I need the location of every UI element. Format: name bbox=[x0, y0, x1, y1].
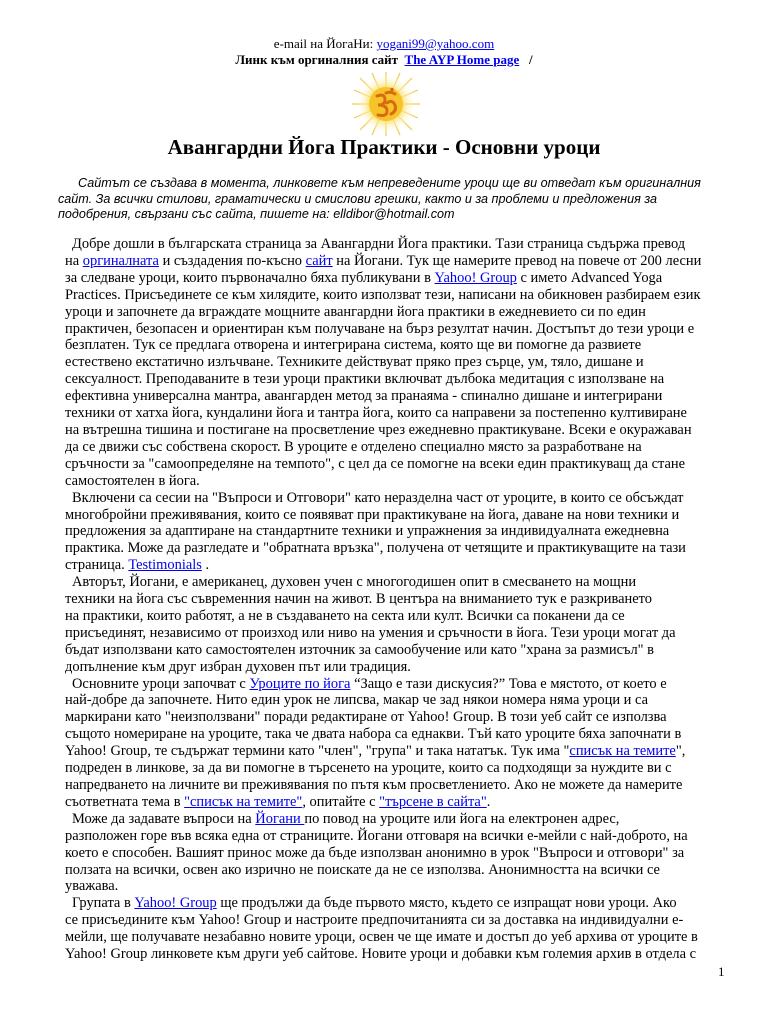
text-line: маркирани като "неизползвани" поради редактиране от Yahoo! Group. В този уеб сайт се използва bbox=[65, 709, 667, 726]
intro-paragraph bbox=[58, 236, 756, 490]
om-sun-icon bbox=[346, 72, 426, 136]
text-line bbox=[58, 794, 756, 811]
text-line: техники на йога със съвременния начин на живот. В центъра на вниманието тук е разкриването bbox=[65, 591, 653, 608]
original-link[interactable]: оргиналната bbox=[82, 252, 159, 269]
notice-line: Сайтът се създава в момента, линковете към непреведените уроци ще ви отведат към оригиналния bbox=[78, 176, 701, 190]
text-line: самостоятелен в йога. bbox=[65, 472, 200, 489]
text-line: сексуалност. Преподаваните в тези уроци практики включват дълбока медитация с използване на bbox=[65, 371, 665, 388]
text-run: Основните уроци започват с bbox=[72, 675, 250, 692]
yahoo-group-paragraph bbox=[58, 895, 756, 963]
text-line: допълнение към друг избран духовен път или традиция. bbox=[65, 658, 411, 675]
text-line: Включени са сесии на "Въпроси и Отговори" като неразделна част от уроците, в които се обсъждат bbox=[72, 489, 684, 506]
site-search-link[interactable]: "търсене в сайта" bbox=[379, 793, 487, 810]
text-run: и създадения по-късно bbox=[158, 252, 306, 269]
text-line: Practices. Присъединете се към хилядите, които използват тези, написани на обикновен разбираем език bbox=[65, 286, 701, 303]
text-line: да се движи със собствена скорост. В уроците е отделено специално място за разработване на bbox=[65, 438, 642, 455]
text-line: същото номериране на уроците, така че двата набора са еднакви. Тъй като уроците бяха започнати в bbox=[65, 726, 682, 743]
text-line: Добре дошли в българската страница за Авангардни Йога практики. Тази страница съдържа превод bbox=[72, 236, 686, 252]
text-line: Yahoo! Group линковете към други уеб сайтове. Новите уроци и добавки към големия архив в отдела с bbox=[65, 946, 697, 963]
email-label: e-mail на ЙогаНи: bbox=[273, 36, 374, 51]
text-run: по повод на уроците или йога на електронен адрес, bbox=[304, 810, 620, 827]
questions-paragraph bbox=[58, 811, 756, 896]
text-line: разположен горе във всяка една от страниците. Йогани отговаря на всички е-мейли с най-доброто, на bbox=[65, 827, 688, 844]
text-run: с името Advanced Yoga bbox=[516, 269, 663, 286]
text-line: уважава. bbox=[65, 878, 119, 895]
text-line: Авторът, Йогани, е американец, духовен учен с многогодишен опит в смесването на мощни bbox=[72, 574, 637, 591]
text-line: мейли, ще получавате незабавно новите уроци, освен че ще имате и достъп до уеб архива от уроците в bbox=[65, 929, 698, 946]
topic-index-link[interactable]: списък на темите bbox=[569, 743, 676, 760]
text-run: , опитайте с bbox=[302, 793, 380, 810]
author-paragraph bbox=[58, 574, 756, 675]
text-run: на bbox=[65, 252, 83, 269]
text-run: съответната тема в bbox=[65, 793, 185, 810]
text-run: ", bbox=[675, 743, 686, 760]
yogani-link[interactable]: Йогани bbox=[255, 810, 305, 827]
qa-paragraph bbox=[58, 490, 756, 575]
text-line bbox=[58, 253, 756, 270]
email-link[interactable]: yogani99@yahoo.com bbox=[376, 36, 495, 51]
notice-line: сайт. За всички стилови, граматически и смислови грешки, както и за проблеми и предложения за bbox=[58, 191, 658, 206]
text-line: напредването на личните ви преживявания по пътя към просветлението. Ако не можете да намерите bbox=[65, 777, 683, 793]
page-title: Авангардни Йога Практики - Основни уроци bbox=[167, 135, 601, 159]
topic-index-link[interactable]: "списък на темите" bbox=[184, 793, 303, 810]
original-site-label: Линк към оргиналния сайт bbox=[235, 52, 399, 67]
ayp-home-link[interactable]: The AYP Home page bbox=[404, 52, 520, 67]
yoga-lessons-link[interactable]: Уроците по йога bbox=[249, 675, 351, 692]
lessons-paragraph bbox=[58, 676, 756, 811]
text-run: Групата в bbox=[72, 895, 135, 912]
text-line: многобройни преживявания, които се появяват при практикуване на йога, даване на нови техники и bbox=[65, 506, 680, 523]
site-link[interactable]: сайт bbox=[305, 252, 333, 269]
text-run: Може да задавате въпроси на bbox=[72, 810, 256, 827]
page-header bbox=[0, 36, 768, 68]
text-run: “Защо е тази дискусия?” Това е мястото, от което е bbox=[350, 675, 667, 692]
testimonials-link[interactable]: Testimonials bbox=[128, 557, 202, 574]
text-line: най-добре да започнете. Нито един урок не липсва, макар че зад някои номера няма уроци и са bbox=[65, 692, 649, 709]
text-run: страница. bbox=[65, 557, 129, 574]
text-line: присъединят, независимо от произход или ниво на умения и сръчности в йога. Тези уроци могат да bbox=[65, 624, 676, 641]
text-run: . bbox=[486, 793, 491, 810]
text-line: уроци и започнете да вграждате мощните авангардни йога практики в ежедневието си по един bbox=[65, 303, 646, 320]
text-line: ефективна универсална мантра, авангарден метод за пранаяма - спинално дишане и интегрирани bbox=[65, 388, 663, 405]
notice-line: подобрения, свързани със сайта, пишете на: elldibor@hotmail.com bbox=[58, 207, 455, 221]
text-line bbox=[58, 895, 756, 912]
text-run: на Йогани. Тук ще намерите превод на повече от 200 лесни bbox=[332, 252, 702, 269]
text-line: бъдат използвани като самостоятелен източник за самообучение или като "храна за размисъл" в bbox=[65, 641, 655, 658]
text-run: Yahoo! Group, те съдържат термини като "член", "група" и така нататък. Тук има " bbox=[65, 743, 570, 760]
email-line bbox=[0, 36, 768, 52]
main-content bbox=[58, 236, 756, 963]
text-line: на вътрешна тишина и постигане на просветление чрез ежедневно практикуване. Всеки е окуражаван bbox=[65, 421, 692, 438]
text-line bbox=[58, 743, 756, 760]
om-sun-logo bbox=[346, 72, 426, 136]
text-line: естествено екстатично излъчване. Техниките действуват пряко през сърце, ум, тяло, дишане и bbox=[65, 354, 644, 371]
text-line: сръчности за "самоопределяне на темпото", с цел да се помогне на всеки един практикуващ да стане bbox=[65, 455, 686, 472]
yahoo-group-link[interactable]: Yahoo! Group bbox=[434, 269, 517, 286]
site-notice bbox=[58, 176, 758, 223]
text-line bbox=[58, 811, 756, 828]
original-site-line bbox=[0, 52, 768, 68]
text-line: което е способен. Вашият принос може да бъде използван анонимно в урок "Въпроси и отговори" за bbox=[65, 844, 685, 861]
text-run: . bbox=[201, 557, 210, 574]
text-line bbox=[58, 676, 756, 693]
text-line bbox=[58, 557, 756, 574]
text-line: техники от хатха йога, кундалини йога и тантра йога, които са направени за постепенно култивиране bbox=[65, 405, 687, 422]
text-line bbox=[58, 270, 756, 287]
text-run: ще продължи да бъде първото място, където се изпращат нови уроци. Ако bbox=[216, 895, 677, 912]
text-line: се присъедините към Yahoo! Group и настроите предпочитанията си за доставка на индивидуални е- bbox=[65, 912, 684, 929]
text-line: на практики, които работят, а не в създаването на секта или култ. Всички са поканени да се bbox=[65, 607, 625, 624]
text-line: подреден в линкове, за да ви помогне в търсенето на уроците, които са подходящи за нуждите ви с bbox=[65, 760, 672, 777]
text-line: безплатен. Тук се предлага отворена и интегрирана система, която ще ви помогне да развиете bbox=[65, 337, 642, 354]
text-line: ползата на всички, освен ако изрично не поискате да не се използва. Анонимността на всички се bbox=[65, 861, 660, 878]
text-run: за следване уроци, които първоначално бяха публикувани в bbox=[65, 269, 435, 286]
text-line: практика. Може да разгледате и "обратната връзка", получена от четящите и практикуващите на тази bbox=[65, 540, 686, 557]
original-site-suffix: / bbox=[529, 52, 533, 67]
yahoo-group-link[interactable]: Yahoo! Group bbox=[134, 895, 217, 912]
page-number: 1 bbox=[718, 964, 725, 979]
text-line: предложения за адаптиране на стандартните техники и упражнения за индивидуалната ежедневна bbox=[65, 523, 670, 540]
text-line: практичен, безопасен и ориентиран към получаване на бърз резултат начин. Достъпът до тези уроци е bbox=[65, 320, 695, 337]
